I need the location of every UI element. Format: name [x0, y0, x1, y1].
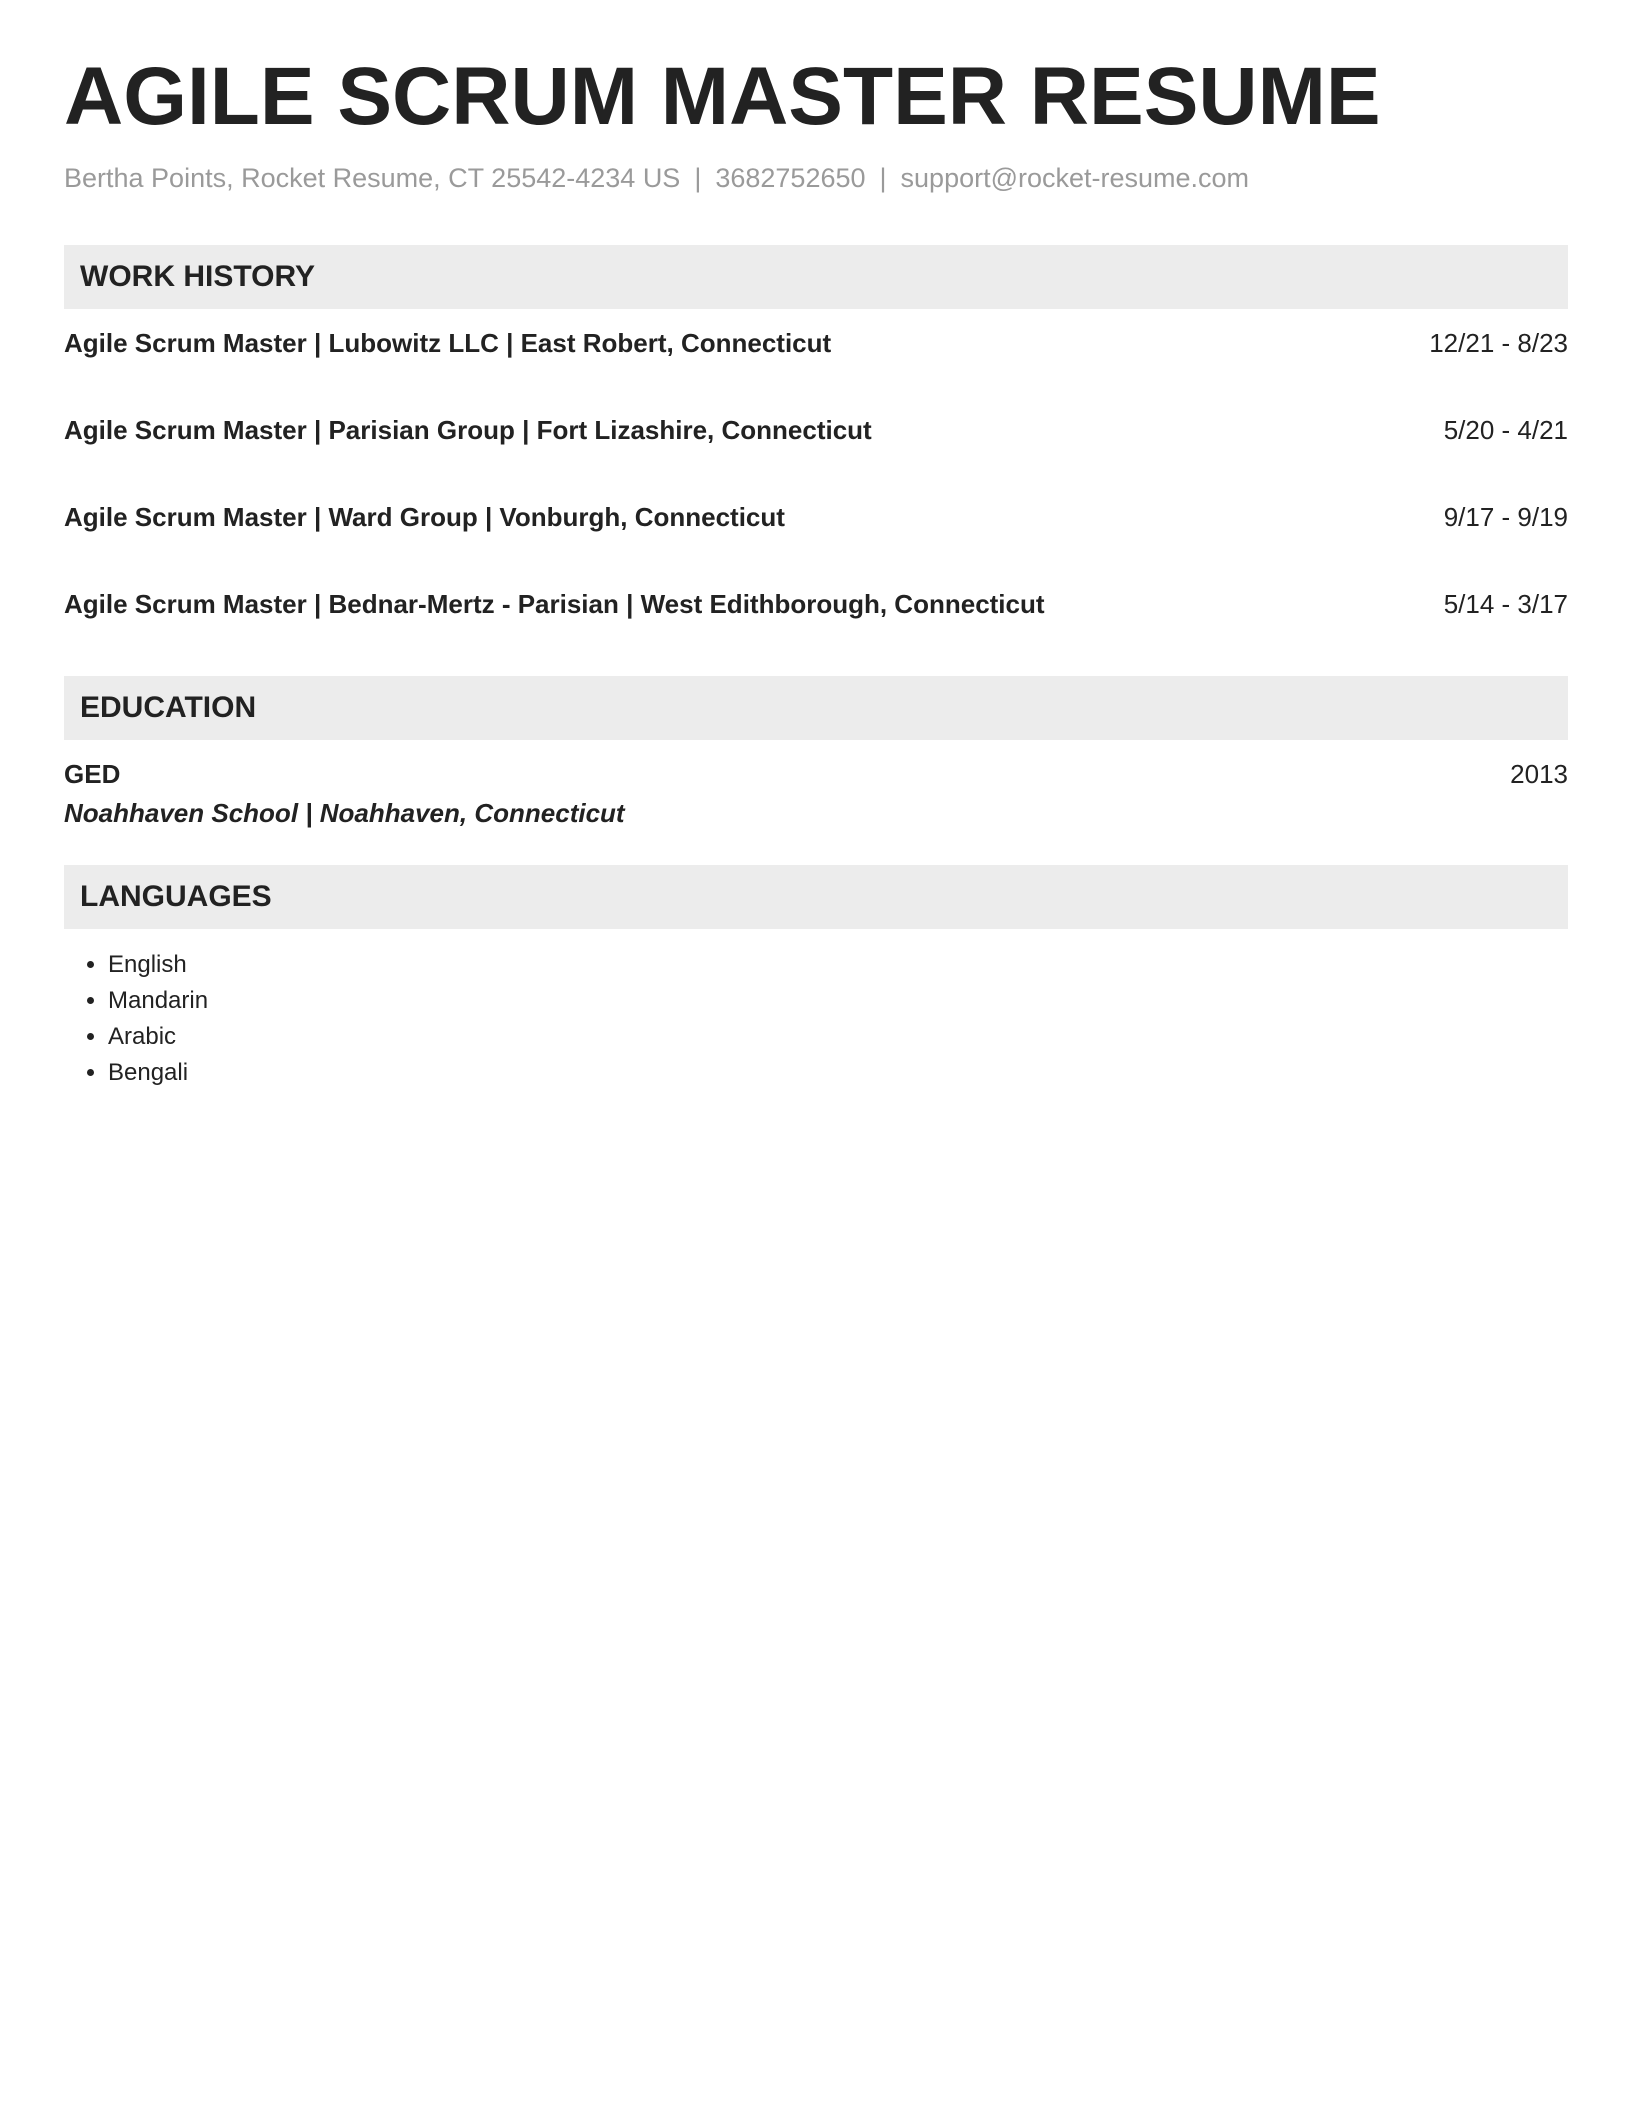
- education-degree: GED: [64, 758, 121, 789]
- education-year: 2013: [1510, 758, 1568, 789]
- work-history-heading: WORK HISTORY: [64, 245, 1568, 309]
- job-title: Agile Scrum Master | Bednar-Mertz - Parisian | West Edithborough, Connecticut: [64, 588, 1045, 619]
- languages-heading: LANGUAGES: [64, 865, 1568, 929]
- job-entry: [64, 327, 1568, 414]
- resume-title: AGILE SCRUM MASTER RESUME: [64, 51, 1381, 142]
- contact-separator: |: [879, 163, 887, 194]
- job-entry: [64, 588, 1568, 638]
- contact-phone: 3682752650: [715, 163, 866, 194]
- education-heading: EDUCATION: [64, 676, 1568, 740]
- language-item: • Bengali: [108, 1055, 1568, 1091]
- contact-address: Bertha Points, Rocket Resume, CT 25542-4234 US: [64, 163, 681, 194]
- contact-separator: |: [694, 163, 702, 194]
- language-item: • English: [108, 947, 1568, 983]
- job-dates: 5/14 - 3/17: [1443, 588, 1568, 619]
- job-title: Agile Scrum Master | Lubowitz LLC | East Robert, Connecticut: [64, 327, 832, 358]
- job-entry: [64, 414, 1568, 501]
- education-degree-row: [64, 758, 1568, 792]
- job-dates: 5/20 - 4/21: [1443, 414, 1568, 445]
- contact-email: support@rocket-resume.com: [900, 163, 1250, 194]
- languages-list: [64, 947, 1568, 1091]
- job-title: Agile Scrum Master | Ward Group | Vonburgh, Connecticut: [64, 501, 785, 532]
- job-entry: [64, 501, 1568, 588]
- work-history-list: [64, 327, 1568, 638]
- job-dates: 12/21 - 8/23: [1429, 327, 1568, 358]
- language-item: • Arabic: [108, 1019, 1568, 1055]
- job-title: Agile Scrum Master | Parisian Group | Fort Lizashire, Connecticut: [64, 414, 872, 445]
- job-dates: 9/17 - 9/19: [1443, 501, 1568, 532]
- education-entry: [64, 758, 1568, 832]
- education-school: Noahhaven School | Noahhaven, Connecticut: [64, 798, 625, 829]
- contact-line: [64, 162, 1568, 194]
- language-item: • Mandarin: [108, 983, 1568, 1019]
